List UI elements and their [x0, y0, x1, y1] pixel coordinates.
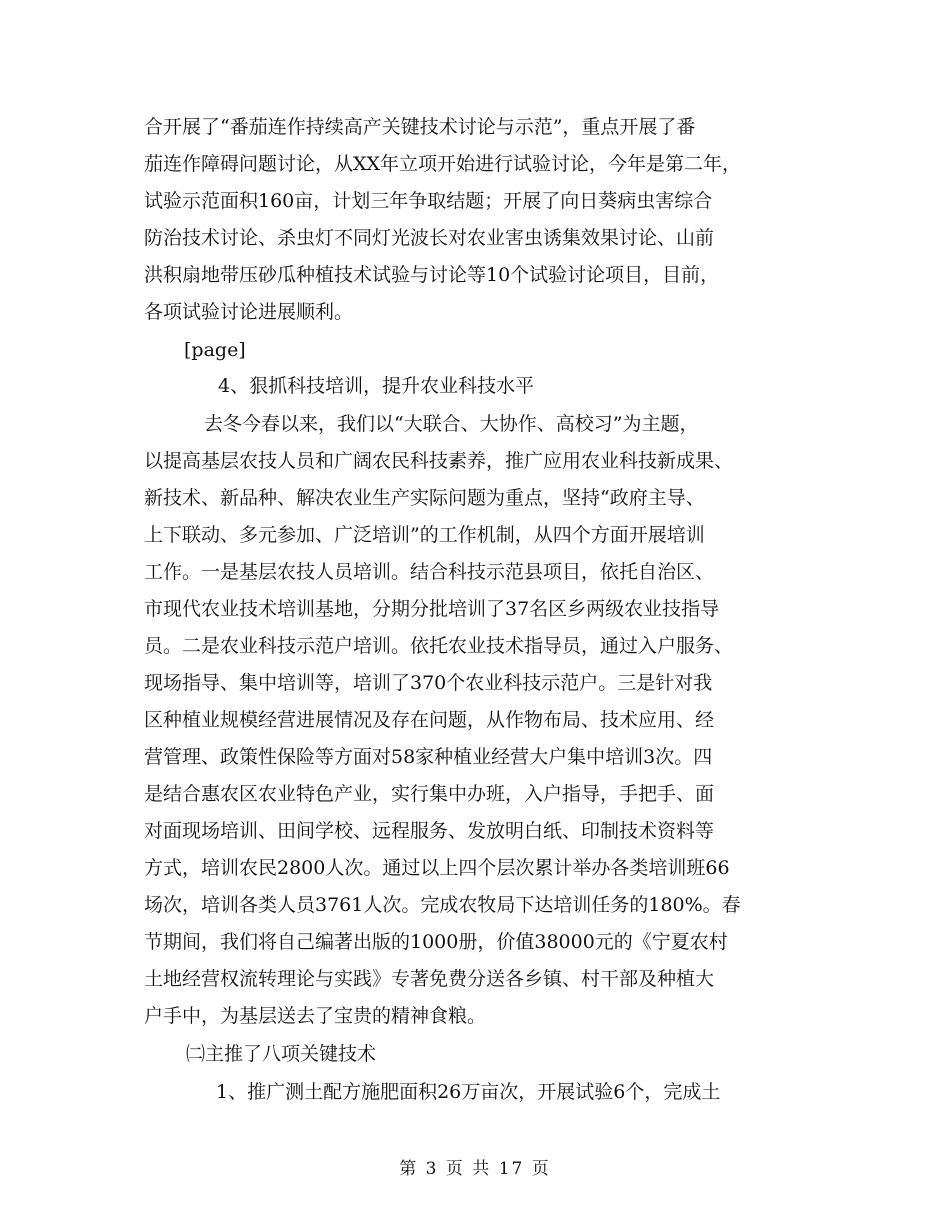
paragraph-line: 市现代农业技术培训基地，分期分批培训了37名区乡两级农业技指导 [144, 598, 720, 620]
page-marker: [page] [184, 339, 246, 361]
page-footer: 第 3 页 共 17 页 [399, 1159, 551, 1179]
paragraph-line: 现场指导、集中培训等，培训了370个农业科技示范户。三是针对我 [144, 672, 713, 694]
paragraph-line: 去冬今春以来，我们以“大联合、大协作、高校习”为主题， [198, 413, 699, 435]
paragraph-line: 试验示范面积160亩，计划三年争取结题；开展了向日葵病虫害综合 [144, 190, 713, 212]
paragraph-line: 土地经营权流转理论与实践》专著免费分送各乡镇、村干部及种植大 [144, 968, 715, 990]
paragraph-line: 以提高基层农技人员和广阔农民科技素养，推广应用农业科技新成果、 [144, 450, 734, 472]
paragraph-line: 节期间，我们将自己编著出版的1000册，价值38000元的《宁夏农村 [144, 931, 728, 953]
section-heading: ㈡主推了八项关键技术 [186, 1043, 377, 1065]
paragraph-line: 员。二是农业科技示范户培训。依托农业技术指导员，通过入户服务、 [144, 635, 734, 657]
paragraph-line: 区种植业规模经营进展情况及存在问题，从作物布局、技术应用、经 [144, 709, 715, 731]
paragraph-line: 场次，培训各类人员3761人次。完成农牧局下达培训任务的180%。春 [144, 894, 741, 916]
paragraph-line: 茄连作障碍问题讨论，从XX年立项开始进行试验讨论，今年是第二年， [144, 153, 742, 175]
paragraph-line: 是结合惠农区农业特色产业，实行集中办班，入户指导，手把手、面 [144, 783, 715, 805]
paragraph-line: 工作。一是基层农技人员培训。结合科技示范县项目，依托自治区、 [144, 561, 715, 583]
section-heading: 4、狠抓科技培训，提升农业科技水平 [218, 375, 535, 397]
paragraph-line: 洪积扇地带压砂瓜种植技术试验与讨论等10个试验讨论项目，目前， [144, 264, 720, 286]
paragraph-line: 上下联动、多元参加、广泛培训”的工作机制，从四个方面开展培训 [144, 524, 705, 546]
paragraph-line: 防治技术讨论、杀虫灯不同灯光波长对农业害虫诱集效果讨论、山前 [144, 227, 715, 249]
paragraph-line: 合开展了“番茄连作持续高产关键技术讨论与示范”，重点开展了番 [144, 116, 696, 138]
paragraph-line: 方式，培训农民2800人次。通过以上四个层次累计举办各类培训班66 [144, 857, 730, 879]
list-item: 1、推广测土配方施肥面积26万亩次，开展试验6个，完成土 [216, 1081, 721, 1103]
paragraph-line: 新技术、新品种、解决农业生产实际问题为重点，坚持“政府主导、 [144, 487, 705, 509]
paragraph-line: 户手中，为基层送去了宝贵的精神食粮。 [144, 1005, 487, 1027]
paragraph-line: 对面现场培训、田间学校、远程服务、发放明白纸、印制技术资料等 [144, 820, 715, 842]
paragraph-line: 营管理、政策性保险等方面对58家种植业经营大户集中培训3次。四 [144, 746, 713, 768]
paragraph-line: 各项试验讨论进展顺利。 [144, 301, 354, 323]
